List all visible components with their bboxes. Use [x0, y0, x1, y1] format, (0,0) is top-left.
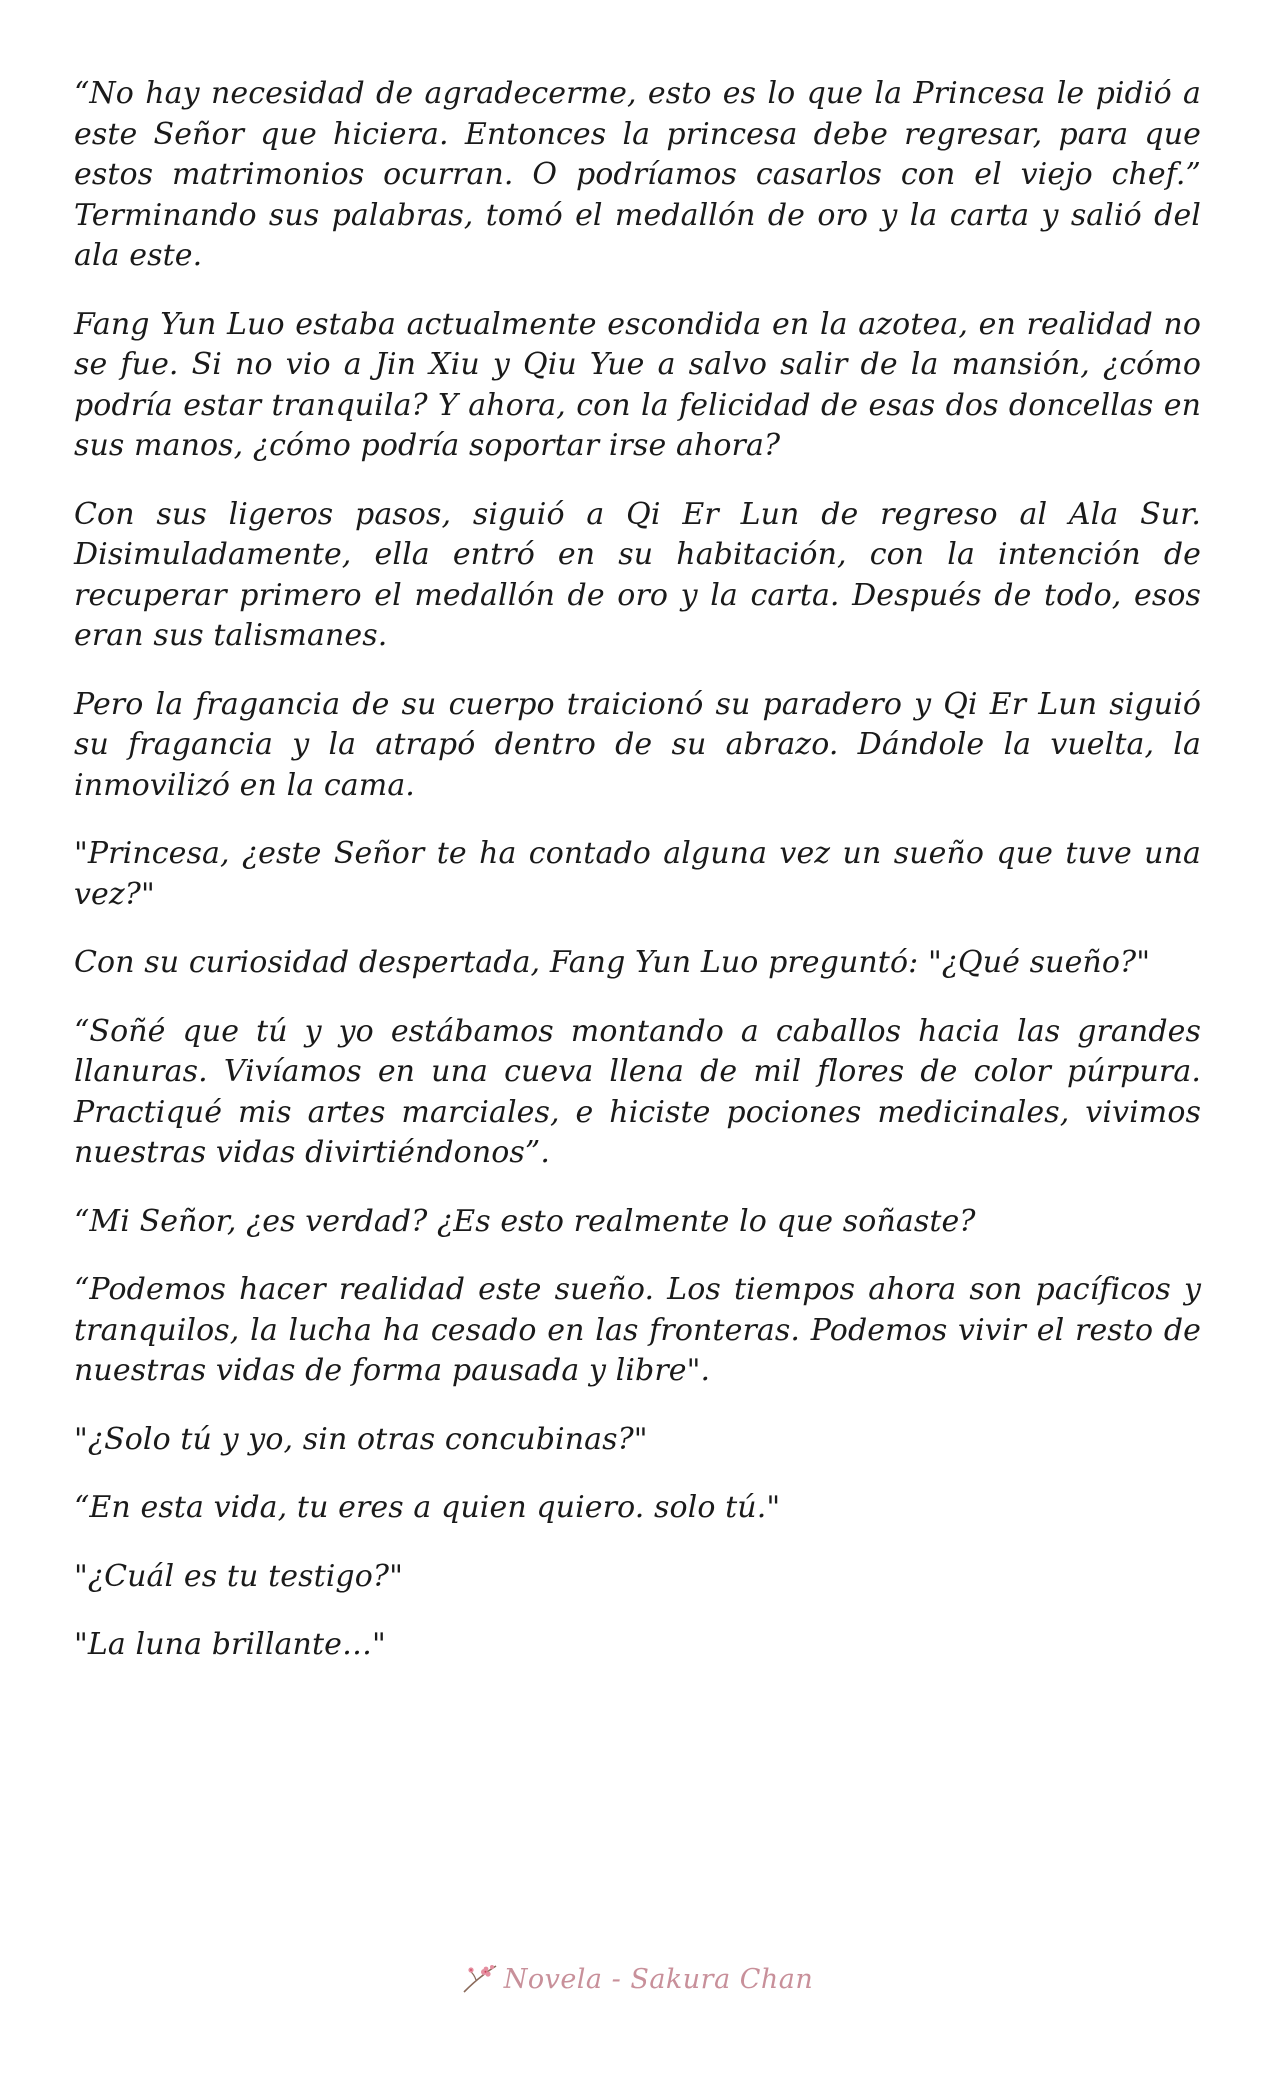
footer-text: Novela - Sakura Chan: [503, 1963, 814, 1995]
paragraph: "¿Cuál es tu testigo?": [74, 1558, 403, 1594]
paragraph: “No hay necesidad de agradecerme, esto es lo que la Princesa le pidió a este Señor que hiciera. Entonces la princesa debe regresar, para que estos matrimonios ocurran. O podríamos casarlos con el viejo chef.” Terminando sus palabras, tomó el medallón de oro y la carta y salió del ala este.: [74, 76, 1201, 273]
paragraph: “En esta vida, tu eres a quien quiero. solo tú.": [74, 1490, 781, 1525]
paragraph: "La luna brillante…": [74, 1627, 386, 1662]
paragraph: “Mi Señor, ¿es verdad? ¿Es esto realmente lo que soñaste?: [74, 1203, 976, 1239]
paragraph: Con sus ligeros pasos, siguió a Qi Er Lun de regreso al Ala Sur. Disimuladamente, ella entró en su habitación, con la intención de recuperar primero el medallón de oro y la carta. Después de todo, esos eran sus talismanes.: [74, 496, 1201, 653]
paragraph: “Podemos hacer realidad este sueño. Los tiempos ahora son pacíficos y tranquilos, la lucha ha cesado en las fronteras. Podemos vivir el resto de nuestras vidas de forma pausada y libre".: [74, 1272, 1201, 1388]
paragraph: Con su curiosidad despertada, Fang Yun Luo preguntó: "¿Qué sueño?": [74, 945, 1151, 980]
paragraph: Fang Yun Luo estaba actualmente escondida en la azotea, en realidad no se fue. Si no vio a Jin Xiu y Qiu Yue a salvo salir de la mansión, ¿cómo podría estar tranquila? Y ahora, con la felicidad de esas dos doncellas en sus manos, ¿cómo podría soportar irse ahora?: [74, 306, 1201, 463]
sakura-branch-icon: [462, 1962, 498, 1996]
paragraph: Pero la fragancia de su cuerpo traicionó su paradero y Qi Er Lun siguió su fragancia y la atrapó dentro de su abrazo. Dándole la vuelta, la inmovilizó en la cama.: [74, 686, 1201, 803]
footer-watermark: [0, 1962, 1275, 1996]
document-body: [74, 74, 1201, 1694]
paragraph: "Princesa, ¿este Señor te ha contado alguna vez un sueño que tuve una vez?": [74, 836, 1201, 912]
paragraph: "¿Solo tú y yo, sin otras concubinas?": [74, 1421, 648, 1457]
paragraph: “Soñé que tú y yo estábamos montando a caballos hacia las grandes llanuras. Vivíamos en una cueva llena de mil flores de color púrpura. Practiqué mis artes marciales, e hiciste pociones medicinales, vivimos nuestras vidas divirtiéndonos”.: [74, 1013, 1201, 1170]
